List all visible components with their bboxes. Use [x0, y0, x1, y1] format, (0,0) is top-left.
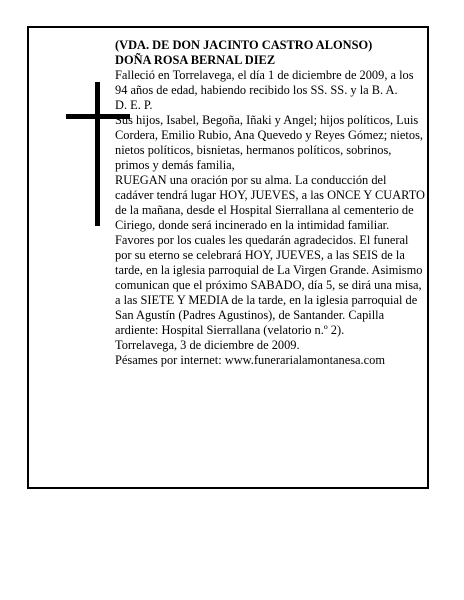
family-list: Sus hijos, Isabel, Begoña, Iñaki y Angel; hijos políticos, Luis Cordera, Emilio Rubio, Ana Quevedo y Reyes Gómez; nietos, nietos políticos, bisnietas, hermanos políticos, sobrinos, primos y demás familia, — [115, 113, 423, 172]
death-announcement: Falleció en Torrelavega, el día 1 de diciembre de 2009, a los 94 años de edad, habiendo recibido los SS. SS. y la B. A. — [115, 68, 414, 97]
place-date: Torrelavega, 3 de diciembre de 2009. — [115, 338, 300, 352]
rest-in-peace: D. E. P. — [115, 98, 153, 112]
obituary-text — [115, 38, 425, 368]
cross-vertical-bar — [95, 82, 100, 226]
funeral-details: RUEGAN una oración por su alma. La conducción del cadáver tendrá lugar HOY, JUEVES, a las ONCE Y CUARTO de la mañana, desde el Hospital Sierrallana al cementerio de Ciriego, donde será incinerado en la intimidad familiar. Favores por los cuales les quedarán agradecidos. El funeral por su eterno se celebrará HOY, JUEVES, a las SEIS de la tarde, en la iglesia parroquial de La Virgen Grande. Asimismo comunican que el próximo SABADO, día 5, se dirá una misa, a las SIETE Y MEDIA de la tarde, en la iglesia parroquial de San Agustín (Padres Agustinos), de Santander. Capilla ardiente: Hospital Sierrallana (velatorio n.º 2). — [115, 173, 425, 337]
deceased-name: DOÑA ROSA BERNAL DIEZ — [115, 53, 276, 67]
condolences-website: Pésames por internet: www.funerarialamontanesa.com — [115, 353, 385, 367]
widow-of-line: (VDA. DE DON JACINTO CASTRO ALONSO) — [115, 38, 373, 52]
